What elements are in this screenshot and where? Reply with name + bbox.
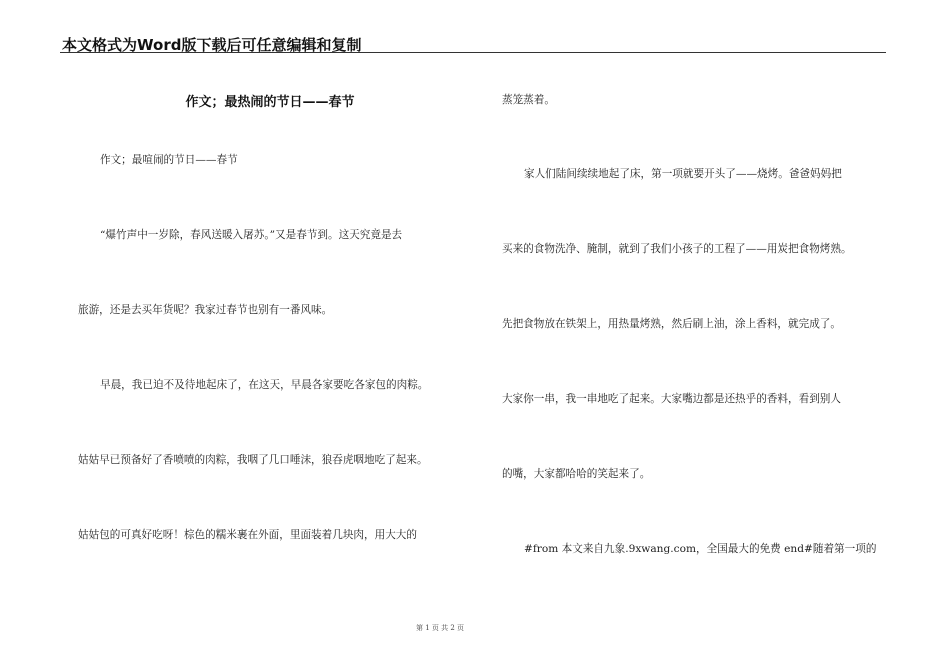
paragraph-line: 姑姑早已预备好了香喷喷的肉粽，我咽了几口唾沫，狼吞虎咽地吃了起来。 — [78, 454, 428, 466]
document-header-title: 本文格式为Word版下载后可任意编辑和复制 — [62, 36, 362, 54]
paragraph-line: 家人们陆间续续地起了床，第一项就要开头了——烧烤。爸爸妈妈把 — [524, 168, 842, 180]
paragraph-line: “爆竹声中一岁除，春风送暖入屠苏。”又是春节到。这天究竟是去 — [100, 229, 403, 241]
article-title: 作文；最热闹的节日——春节 — [185, 95, 355, 110]
paragraph-line: #from 本文来自九象.9xwang.com，全国最大的免费 end#随着第一项的 — [524, 543, 877, 555]
header-divider — [60, 52, 886, 53]
paragraph-line: 先把食物放在铁架上，用热量烤熟，然后刷上油，涂上香料，就完成了。 — [502, 318, 841, 330]
paragraph-line: 的嘴，大家都哈哈的笑起来了。 — [502, 468, 651, 480]
paragraph-line: 大家你一串，我一串地吃了起来。大家嘴边都是还热乎的香料，看到别人 — [502, 393, 841, 405]
paragraph-line: 早晨，我已迫不及待地起床了，在这天，早晨各家要吃各家包的肉粽。 — [100, 379, 429, 391]
paragraph-line: 作文；最喧闹的节日——春节 — [100, 154, 238, 166]
page-number-footer: 第 1 页 共 2 页 — [415, 624, 465, 632]
paragraph-line: 旅游，还是去买年货呢？我家过春节也别有一番风味。 — [78, 304, 333, 316]
paragraph-line: 姑姑包的可真好吃呀！棕色的糯米裹在外面，里面装着几块肉，用大大的 — [78, 529, 417, 541]
paragraph-line: 买来的食物洗净、腌制，就到了我们小孩子的工程了——用炭把食物烤熟。 — [502, 243, 852, 255]
paragraph-line: 蒸笼蒸着。 — [502, 94, 555, 106]
